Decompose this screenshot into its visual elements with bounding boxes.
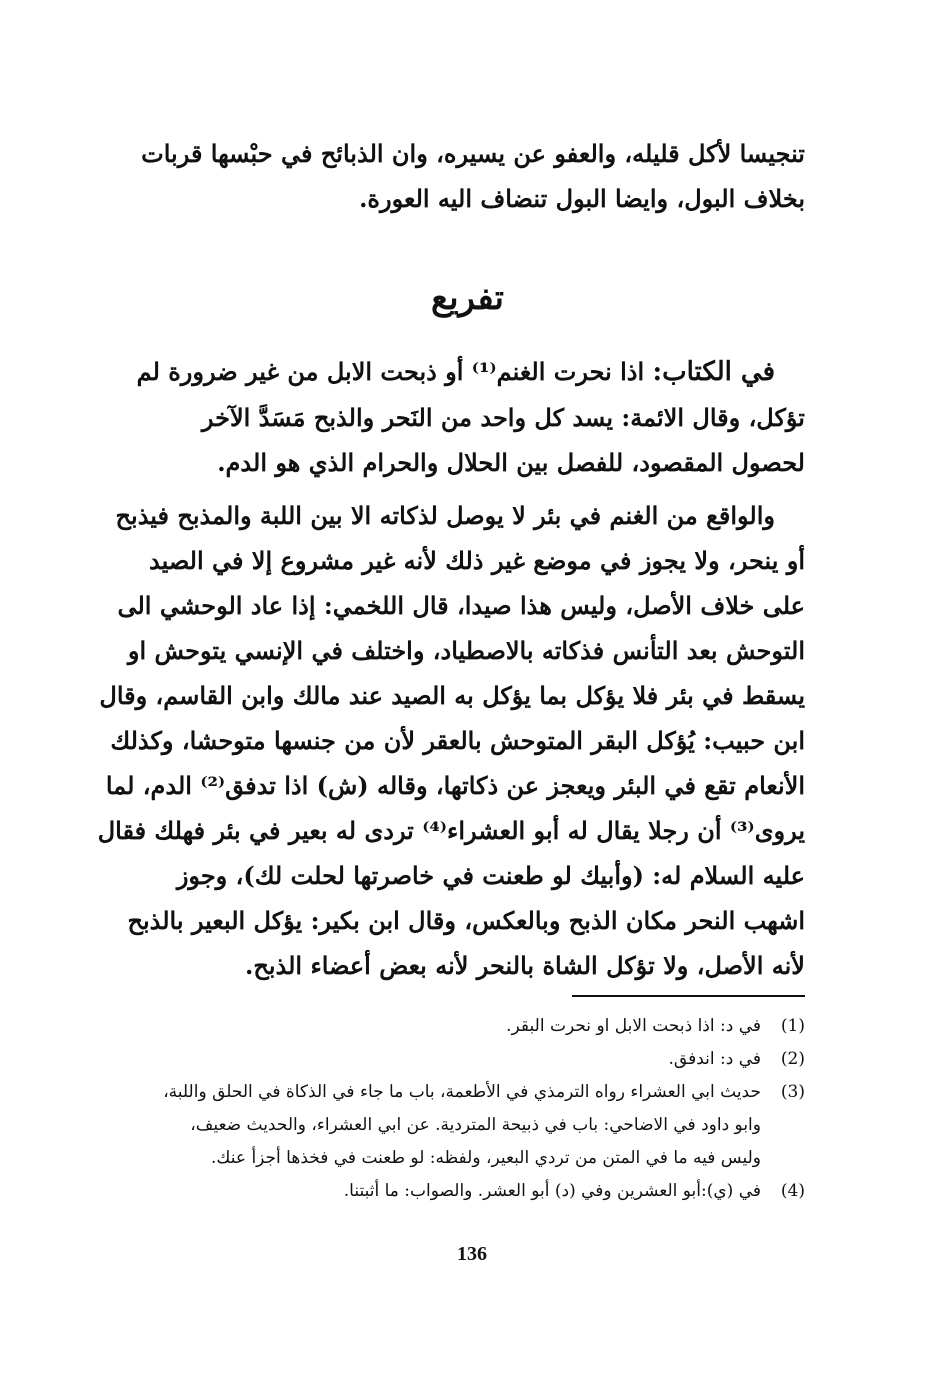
footnote-2 (130, 1043, 805, 1076)
text-line: أو ينحر، ولا يجوز في موضع غير ذلك لأنه غير مشروع إلا في الصيد (148, 546, 805, 575)
text-line: عليه السلام له: (وأبيك لو طعنت في خاصرتها لحلت لك)، وجوز (176, 861, 805, 890)
footnote-text: في د: اذا ذبحت الابل او نحرت البقر. (506, 1016, 761, 1036)
footnote-4 (130, 1175, 805, 1208)
text-line: على خلاف الأصل، وليس هذا صيدا، قال اللخمي: إذا عاد الوحشي الى (117, 591, 805, 620)
footnote-number: (3) (780, 1082, 805, 1102)
footnote-number: (4) (780, 1181, 805, 1201)
text-line: يسقط في بئر فلا يؤكل بما يؤكل به الصيد عند مالك وابن القاسم، وقال (99, 681, 805, 710)
footnote-number: (1) (780, 1016, 805, 1036)
lead-continuation: اذا نحرت الغنم⁽¹⁾ أو ذبحت الابل من غير ضرورة لم (136, 357, 653, 386)
footnote-text: وليس فيه ما في المتن من تردي البعير، ولفظه: لو طعنت في فخذها أجزأ عنك. (211, 1148, 761, 1168)
paragraph-kitab (130, 349, 805, 485)
text-line: يروى⁽³⁾ أن رجلا يقال له أبو العشراء⁽⁴⁾ تردى له بعير في بئر فهلك فقال (97, 816, 805, 845)
lead-phrase: في الكتاب: (652, 357, 775, 387)
footnote-3 (130, 1076, 805, 1175)
footnote-text: وابو داود في الاضاحي: باب في ذبيحة المتردية. عن ابي العشراء، والحديث ضعيف، (190, 1115, 761, 1135)
text-line: لحصول المقصود، للفصل بين الحلال والحرام الذي هو الدم. (217, 448, 805, 477)
text-line: تؤكل، وقال الائمة: يسد كل واحد من النَحر والذبح مَسَدَّ الآخر (201, 403, 805, 432)
text-line: لأنه الأصل، ولا تؤكل الشاة بالنحر لأنه بعض أعضاء الذبح. (244, 951, 805, 980)
section-heading: تفريع (431, 278, 504, 318)
footnote-text: في (ي):أبو العشرين وفي (د) أبو العشر. والصواب: ما أثبتنا. (343, 1181, 761, 1201)
footnote-text: حديث ابي العشراء رواه الترمذي في الأطعمة، باب ما جاء في الذكاة في الحلق واللبة، (163, 1082, 761, 1102)
page-number: 136 (457, 1243, 487, 1265)
footnote-1 (130, 1010, 805, 1043)
intro-paragraph (130, 131, 805, 221)
text-line: الأنعام تقع في البئر ويعجز عن ذكاتها، وقاله (ش) اذا تدفق⁽²⁾ الدم، لما (105, 771, 805, 800)
footnotes (130, 1010, 805, 1208)
text-line: والواقع من الغنم في بئر لا يوصل لذكاته الا بين اللبة والمذبح فيذبح (115, 501, 775, 530)
paragraph-well-animals (97, 493, 805, 988)
text-line: ابن حبيب: يُؤكل البقر المتوحش بالعقر لأن من جنسها متوحشا، وكذلك (110, 726, 805, 755)
text-line: تنجيسا لأكل قليله، والعفو عن يسيره، وان الذبائح في حبْسها قربات (141, 139, 805, 168)
text-line (130, 349, 805, 395)
footnote-divider (572, 995, 805, 997)
text-line: التوحش بعد التأنس فذكاته بالاصطياد، واختلف في الإنسي يتوحش او (127, 636, 805, 665)
text-line: اشهب النحر مكان الذبح وبالعكس، وقال ابن بكير: يؤكل البعير بالذبح (127, 906, 805, 935)
footnote-number: (2) (780, 1049, 805, 1069)
footnote-text: في د: اندفق. (668, 1049, 761, 1069)
text-line: بخلاف البول، وايضا البول تنضاف اليه العورة. (359, 184, 805, 213)
